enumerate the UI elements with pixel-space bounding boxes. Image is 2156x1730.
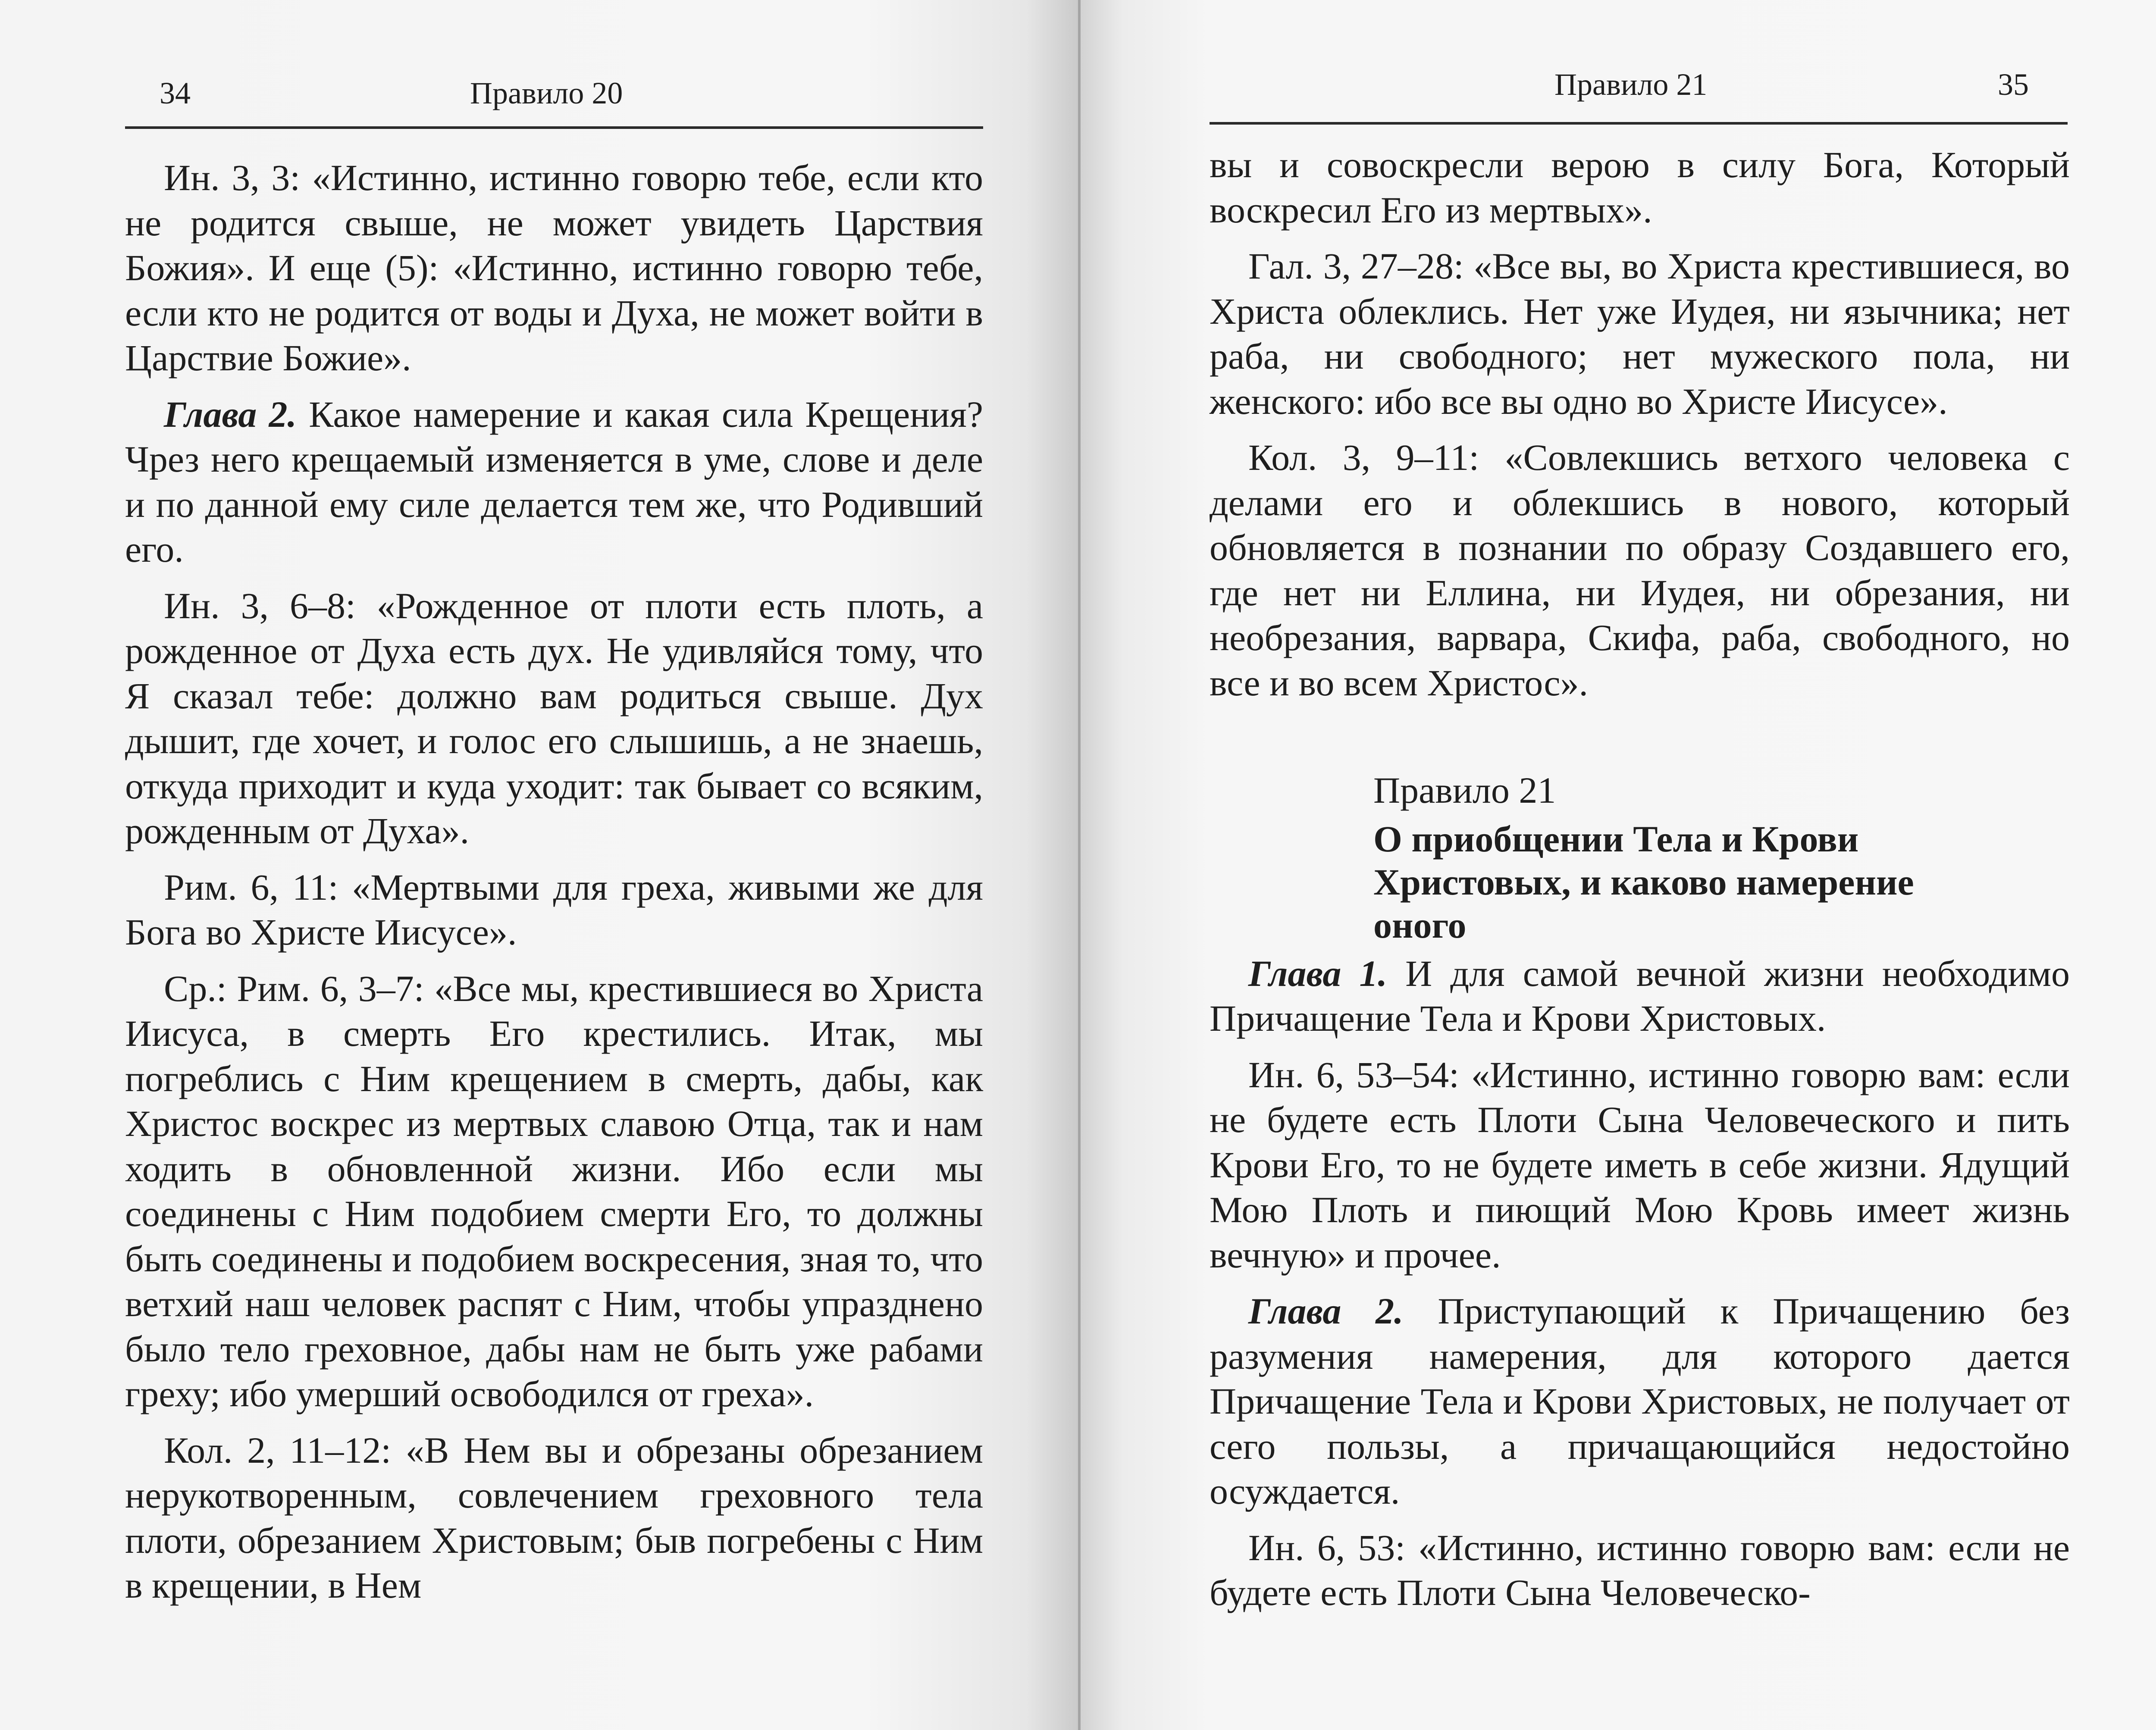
book-gutter [1078, 0, 1081, 1730]
chapter-lead: Глава 1. [1248, 952, 1387, 994]
paragraph: Глава 1. И для самой вечной жизни необходимо Причащение Тела и Крови Христовых. [1210, 952, 2070, 1039]
paragraph: Рим. 6, 11: «Мертвыми для греха, живыми же для Бога во Христе Иисусе». [125, 866, 983, 953]
chapter-lead: Глава 2. [164, 393, 297, 435]
paragraph: Кол. 2, 11–12: «В Нем вы и обрезаны обрезанием нерукотворенным, совлечением греховного тела плоти, обрезанием Христовым; быв погребены с Ним в крещении, в Нем [125, 1429, 983, 1606]
left-running-header [160, 75, 992, 111]
paragraph: Ср.: Рим. 6, 3–7: «Все мы, крестившиеся во Христа Иисуса, в смерть Его крестились. Итак, мы погреблись с Ним крещением в смерть, дабы, как Христос воскрес из мертвых славою Отца, так и нам ходить в обновленной жизни. Ибо если мы соединены с Ним подобием смерти Его, то должны быть соединены и подобием воскресения, зная то, что ветхий наш человек распят с Ним, чтобы упразднено было тело греховное, дабы нам не быть уже рабами греху; ибо умерший освободился от греха». [125, 967, 983, 1414]
paragraph: Глава 2. Приступающий к Причащению без разумения намерения, для которого дается Причащение Тела и Крови Христовых, не получает от сего пользы, а причащающийся недостойно осуждается. [1210, 1290, 2070, 1512]
paragraph: Гал. 3, 27–28: «Все вы, во Христа крестившиеся, во Христа облеклись. Нет уже Иудея, ни язычника; нет раба, ни свободного; нет мужеского пола, ни женского: ибо все вы одно во Христе Иисусе». [1210, 245, 2070, 422]
right-page [1080, 0, 2156, 1730]
paragraph: Кол. 3, 9–11: «Совлекшись ветхого человека с делами его и облекшись в нового, который обновляется в познании по образу Создавшего его, где нет ни Еллина, ни Иудея, ни обрезания, ни необрезания, варвара, Скифа, раба, свободного, но все и во всем Христос». [1210, 437, 2070, 704]
paragraph: Ин. 3, 3: «Истинно, истинно говорю тебе, если кто не родится свыше, не может увидеть Царствия Божия». И еще (5): «Истинно, истинно говорю тебе, если кто не родится от воды и Духа, не может войти в Царствие Божие». [125, 157, 983, 379]
right-running-head: Правило 21 [1554, 67, 1708, 102]
paragraph-continuation: вы и совоскресли верою в силу Бога, Который воскресил Его из мертвых». [1210, 144, 2070, 231]
chapter-lead: Глава 2. [1248, 1290, 1404, 1332]
right-body-text [1210, 142, 2070, 1627]
right-page-number: 35 [1998, 67, 2029, 102]
left-running-head: Правило 20 [470, 76, 623, 110]
paragraph: Глава 2. Какое намерение и какая сила Крещения? Чрез него крещаемый изменяется в уме, слове и деле и по данной ему силе делается тем же, что Родивший его. [125, 393, 983, 570]
paragraph: Ин. 3, 6–8: «Рожденное от плоти есть плоть, а рожденное от Духа есть дух. Не удивляйся тому, что Я сказал тебе: должно вам родиться свыше. Дух дышит, где хочет, и голос его слышишь, а не знаешь, откуда приходит и куда уходит: так бывает со всяким, рожденным от Духа». [125, 585, 983, 851]
left-page-number: 34 [160, 76, 191, 110]
section-title: Правило 21 [1373, 770, 1556, 811]
paragraph: Ин. 6, 53–54: «Истинно, истинно говорю вам: если не будете есть Плоти Сына Человеческого и пить Крови Его, то не будете иметь в себе жизни. Ядущий Мою Плоть и пиющий Мою Кровь имеет жизнь вечную» и прочее. [1210, 1054, 2070, 1276]
right-header-rule [1210, 122, 2068, 125]
left-body-text [125, 155, 983, 1619]
paragraph: Ин. 6, 53: «Истинно, истинно говорю вам: если не будете есть Плоти Сына Человеческо- [1210, 1527, 2070, 1613]
section-subtitle: О приобщении Тела и Крови Христовых, и каково намерение оного [1373, 818, 1914, 946]
left-header-rule [125, 126, 983, 129]
